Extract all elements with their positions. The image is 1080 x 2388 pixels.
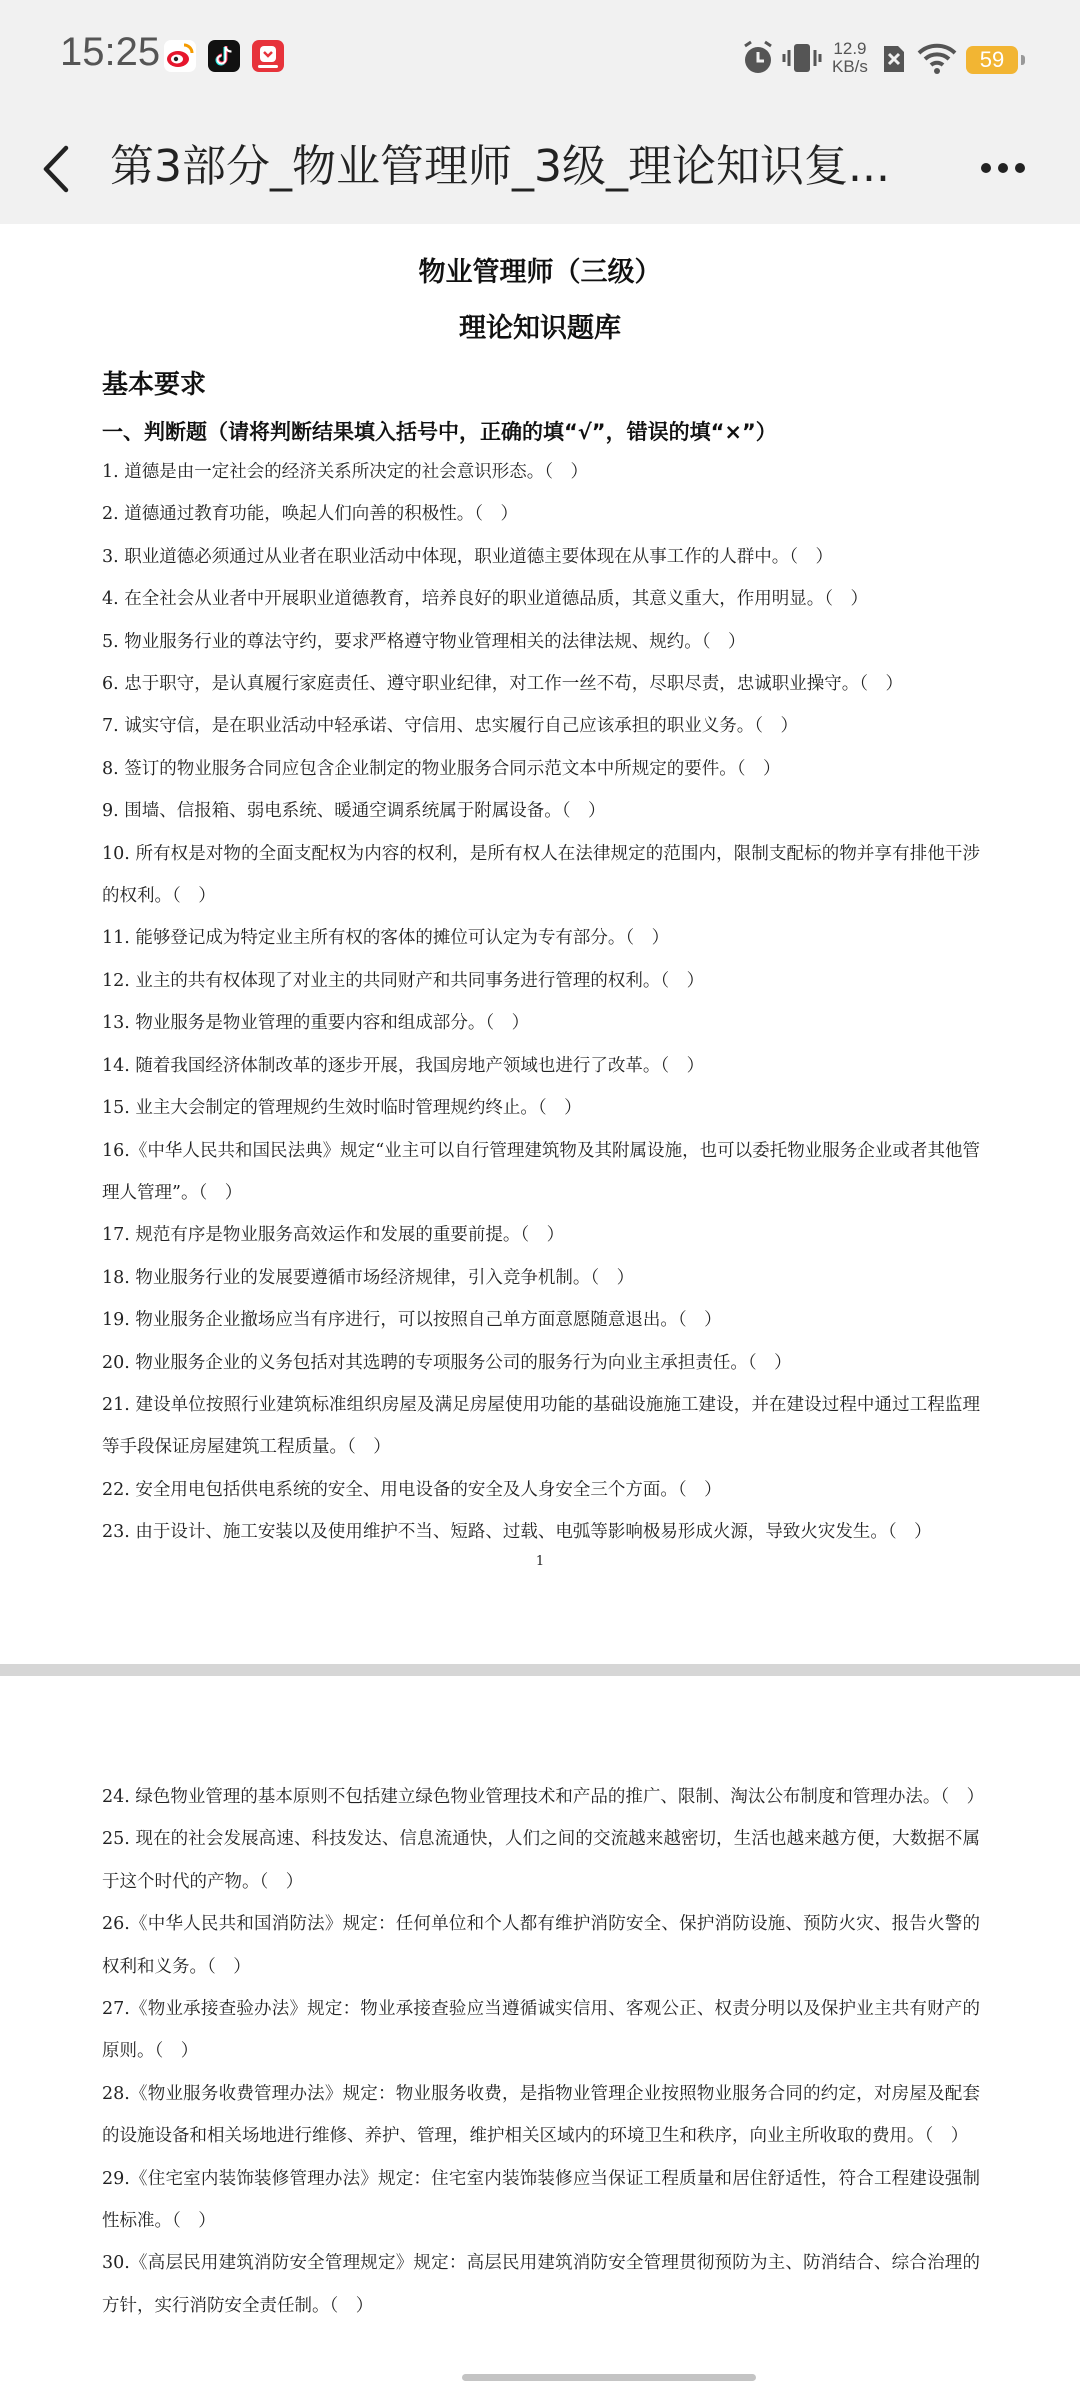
list-item: 19. 物业服务企业撤场应当有序进行，可以按照自己单方面意愿随意退出。（ ）: [102, 1310, 722, 1331]
question-list: [102, 451, 980, 1554]
weibo-icon: [164, 40, 196, 72]
question-list: [102, 1776, 985, 2327]
section-heading: 基本要求: [102, 370, 207, 400]
app-icon-red: [252, 40, 284, 72]
list-item: 18. 物业服务行业的发展要遵循市场经济规律，引入竞争机制。（ ）: [102, 1267, 635, 1288]
list-item: 9. 围墙、信报箱、弱电系统、暖通空调系统属于附属设备。（ ）: [102, 801, 606, 822]
document-subheading: 理论知识题库: [459, 313, 621, 344]
home-indicator[interactable]: [462, 2374, 756, 2381]
list-item: 12. 业主的共有权体现了对业主的共同财产和共同事务进行管理的权利。（ ）: [102, 970, 705, 991]
document-title: 第3部分_物业管理师_3级_理论知识复...: [110, 141, 890, 192]
list-item: 11. 能够登记成为特定业主所有权的客体的摊位可认定为专有部分。（ ）: [102, 928, 670, 949]
list-item: 8. 签订的物业服务合同应包含企业制定的物业服务合同示范文本中所规定的要件。（ ）: [102, 758, 781, 779]
douyin-icon: [208, 40, 240, 72]
more-dots-icon: [968, 138, 1038, 198]
list-item: 16.《中华人民共和国民法典》规定“业主可以自行管理建筑物及其附属设施，也可以委托物业服务企业或者其他管理人管理”。（ ）: [102, 1140, 980, 1203]
list-item: 1. 道德是由一定社会的经济关系所决定的社会意识形态。（ ）: [102, 462, 589, 482]
list-item: 5. 物业服务行业的尊法守约，要求严格遵守物业管理相关的法律法规、规约。（ ）: [102, 631, 746, 652]
list-item: 14. 随着我国经济体制改革的逐步开展，我国房地产领域也进行了改革。（ ）: [102, 1055, 705, 1076]
list-item: 10. 所有权是对物的全面支配权为内容的权利，是所有权人在法律规定的范围内，限制支配标的物并享有排他干涉的权利。（ ）: [102, 843, 980, 907]
list-item: 21. 建设单位按照行业建筑标准组织房屋及满足房屋使用功能的基础设施施工建设，并在建设过程中通过工程监理等手段保证房屋建筑工程质量。（ ）: [102, 1394, 980, 1458]
list-item: 15. 业主大会制定的管理规约生效时临时管理规约终止。（ ）: [102, 1098, 582, 1119]
back-button[interactable]: [32, 134, 102, 204]
list-item: 22. 安全用电包括供电系统的安全、用电设备的安全及人身安全三个方面。（ ）: [102, 1479, 722, 1500]
document-page-1[interactable]: [0, 224, 1080, 1664]
net-speed-unit: KB/s: [832, 57, 868, 76]
sim-disabled-icon: [880, 36, 908, 80]
net-speed: [832, 40, 868, 76]
document-page-2[interactable]: [0, 1676, 1080, 2388]
subsection-heading: 一、判断题（请将判断结果填入括号中，正确的填“√”，错误的填“×”）: [102, 420, 777, 444]
list-item: 25. 现在的社会发展高速、科技发达、信息流通快，人们之间的交流越来越密切，生活也越来越方便，大数据不属于这个时代的产物。（ ）: [102, 1829, 980, 1892]
page-number: 1: [535, 1554, 545, 1569]
list-item: 17. 规范有序是物业服务高效运作和发展的重要前提。（ ）: [102, 1225, 565, 1246]
vibrate-icon: [782, 36, 822, 80]
list-item: 28.《物业服务收费管理办法》规定：物业服务收费，是指物业管理企业按照物业服务合同的约定，对房屋及配套的设施设备和相关场地进行维修、养护、管理，维护相关区域内的环境卫生和秩序，向业主所收取的费用。（ ）: [102, 2083, 980, 2147]
chevron-left-icon: [32, 134, 102, 204]
list-item: 26.《中华人民共和国消防法》规定：任何单位和个人都有维护消防安全、保护消防设施、预防火灾、报告火警的权利和义务。（ ）: [102, 1914, 980, 1977]
list-item: 27.《物业承接查验办法》规定：物业承接查验应当遵循诚实信用、客观公正、权责分明以及保护业主共有财产的原则。（ ）: [102, 1999, 980, 2062]
list-item: 20. 物业服务企业的义务包括对其选聘的专项服务公司的服务行为向业主承担责任。（ ）: [102, 1352, 792, 1373]
list-item: 24. 绿色物业管理的基本原则不包括建立绿色物业管理技术和产品的推广、限制、淘汰公布制度和管理办法。（ ）: [102, 1787, 985, 1807]
status-time: 15:25: [60, 30, 161, 74]
document-heading: 物业管理师（三级）: [418, 257, 662, 288]
net-speed-value: 12.9: [833, 39, 867, 58]
list-item: 30.《高层民用建筑消防安全管理规定》规定：高层民用建筑消防安全管理贯彻预防为主、防消结合、综合治理的方针，实行消防安全责任制。（ ）: [102, 2253, 980, 2316]
wifi-icon: [916, 36, 958, 80]
more-options-button[interactable]: [968, 138, 1038, 198]
list-item: 23. 由于设计、施工安装以及使用维护不当、短路、过载、电弧等影响极易形成火源，导致火灾发生。（ ）: [102, 1522, 932, 1543]
list-item: 6. 忠于职守，是认真履行家庭责任、遵守职业纪律，对工作一丝不苟，尽职尽责，忠诚职业操守。（ ）: [102, 674, 904, 695]
list-item: 13. 物业服务是物业管理的重要内容和组成部分。（ ）: [102, 1013, 530, 1034]
list-item: 7. 诚实守信，是在职业活动中轻承诺、守信用、忠实履行自己应该承担的职业义务。（ ）: [102, 716, 799, 737]
alarm-icon: [740, 36, 776, 80]
list-item: 29.《住宅室内装饰装修管理办法》规定：住宅室内装饰装修应当保证工程质量和居住舒适性，符合工程建设强制性标准。（ ）: [102, 2168, 980, 2232]
list-item: 2. 道德通过教育功能，唤起人们向善的积极性。（ ）: [102, 504, 519, 525]
status-bar: [0, 0, 1080, 118]
battery-indicator: 59: [966, 46, 1018, 74]
title-bar: [0, 118, 1080, 224]
list-item: 4. 在全社会从业者中开展职业道德教育，培养良好的职业道德品质，其意义重大，作用明显。（ ）: [102, 589, 869, 610]
list-item: 3. 职业道德必须通过从业者在职业活动中体现，职业道德主要体现在从事工作的人群中。（ ）: [102, 546, 834, 567]
